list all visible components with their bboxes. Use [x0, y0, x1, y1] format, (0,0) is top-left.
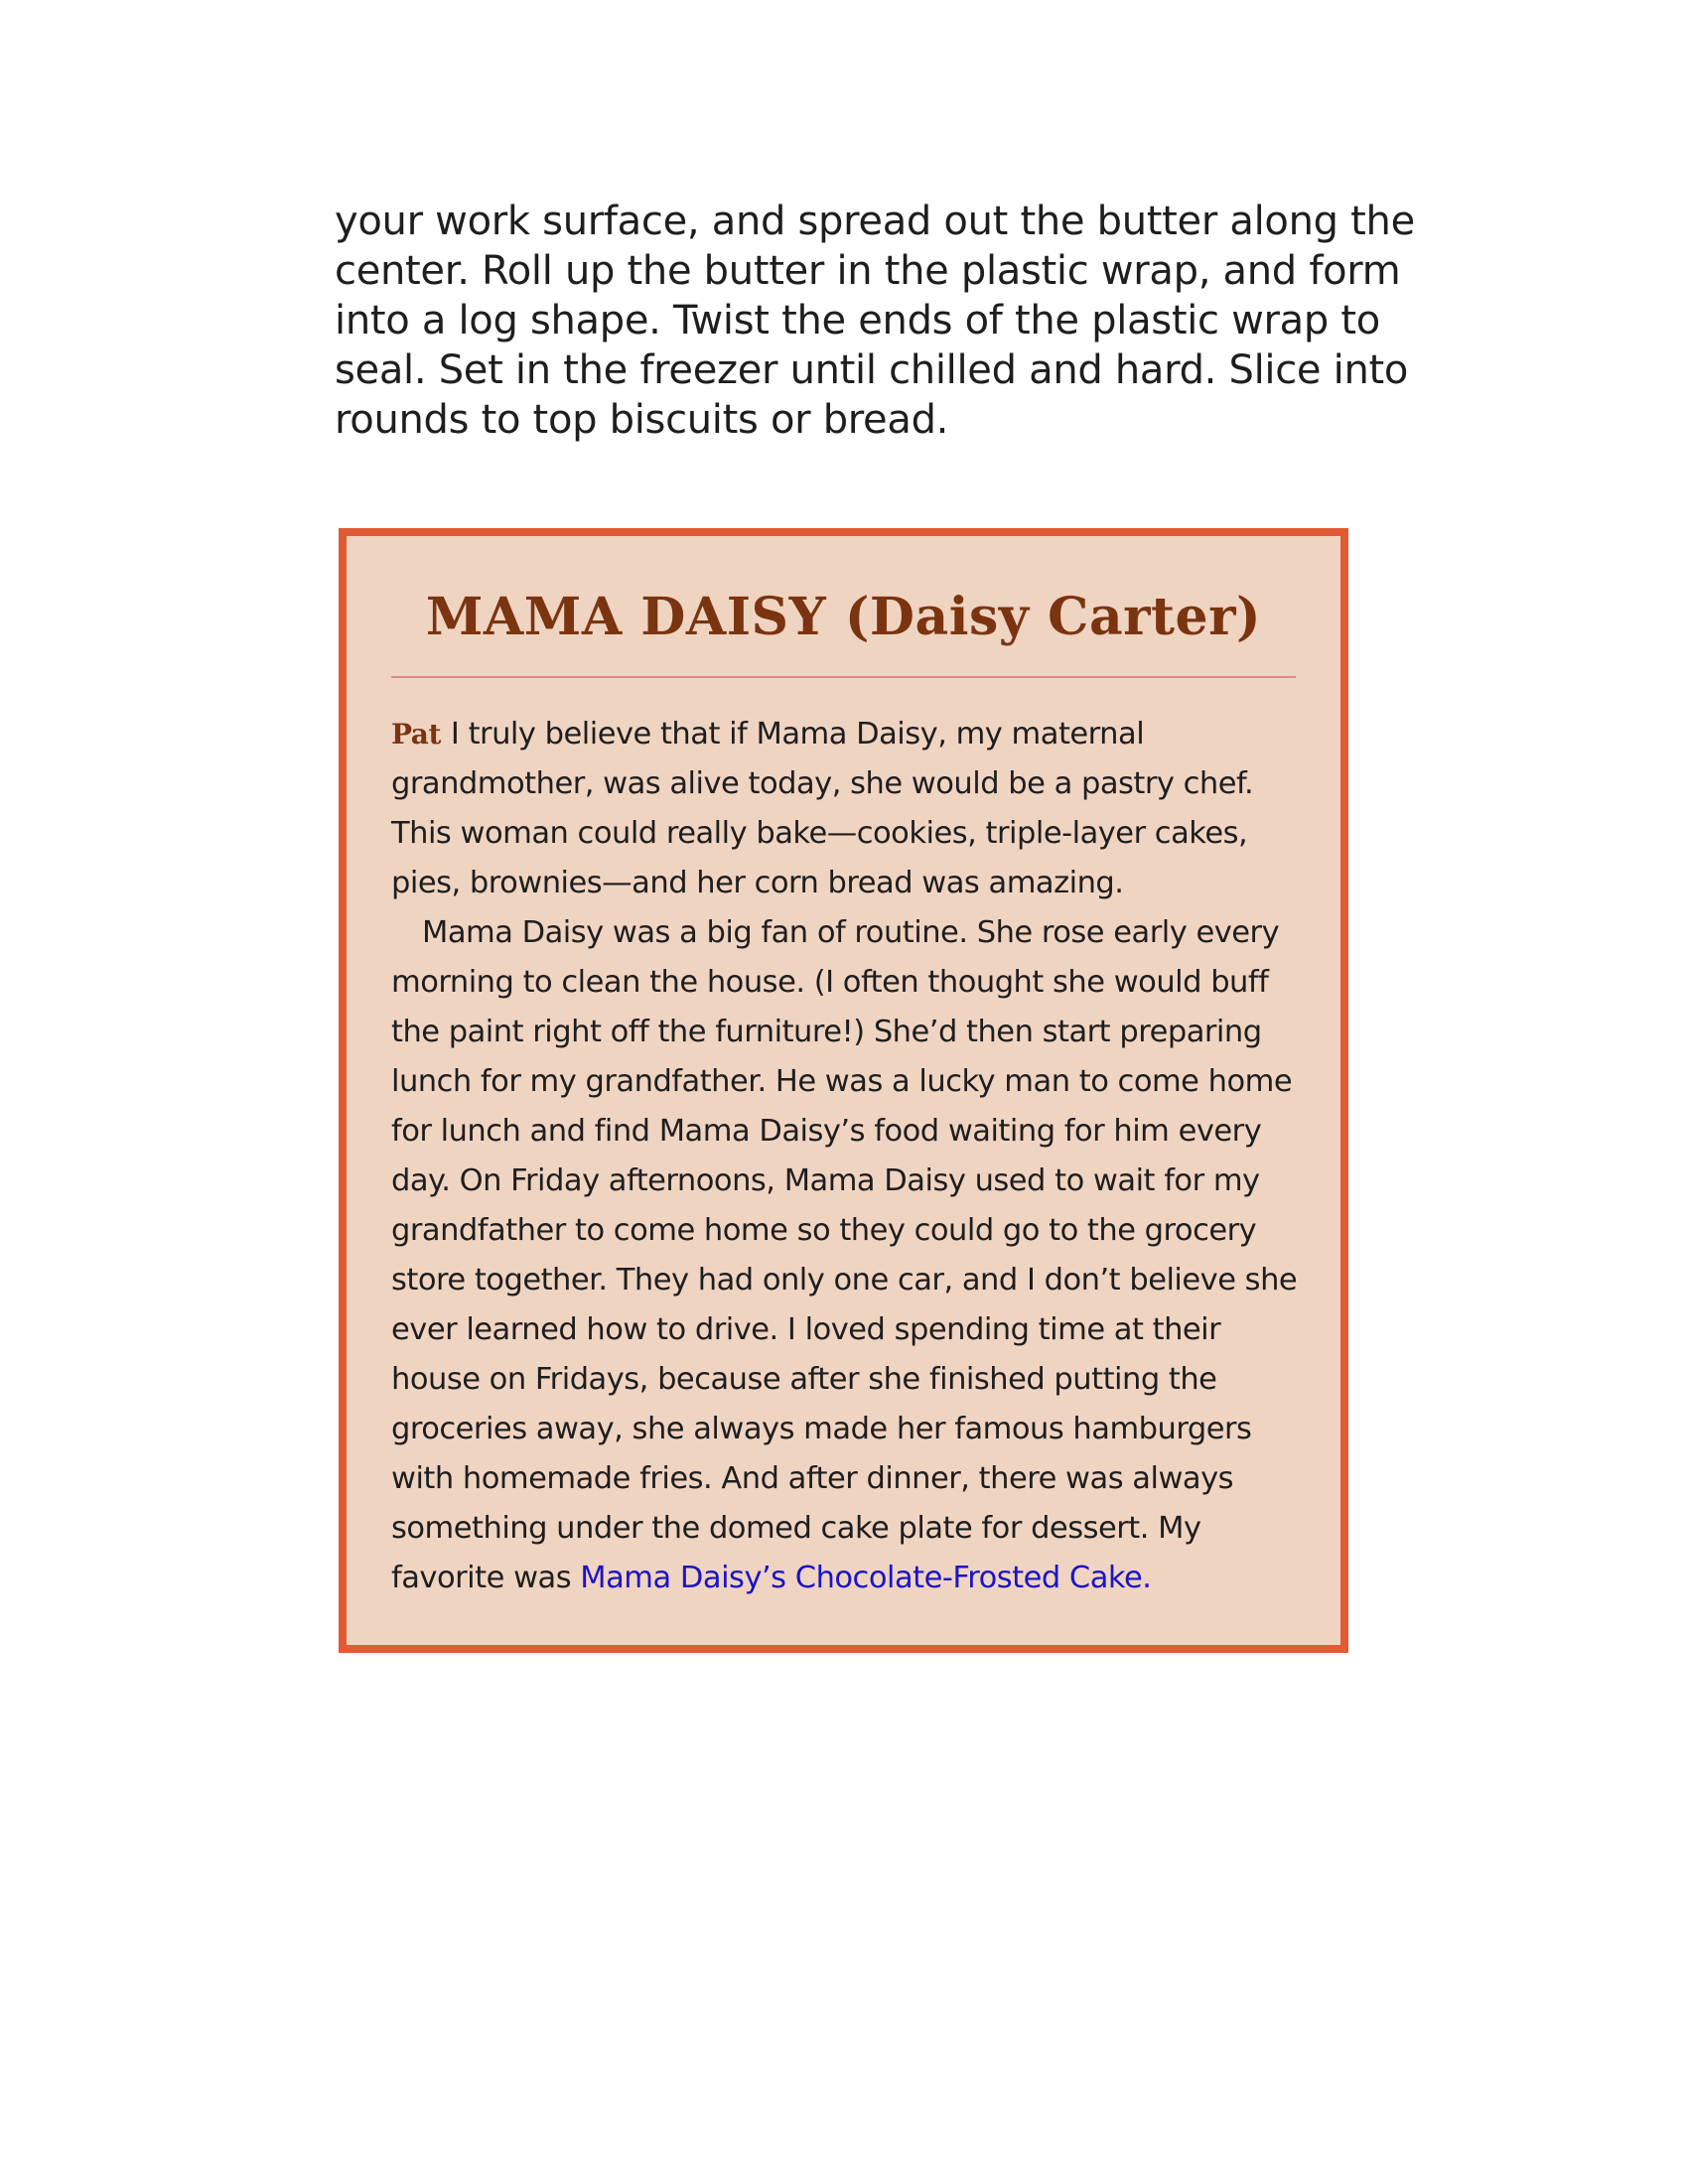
sidebar-body: [391, 710, 1301, 1603]
paragraph-2-text: Mama Daisy was a big fan of routine. She rose early every morning to clean the house. (I often thought she would buff the paint right off the furniture!) She’d then start preparing lunch for my grandfather. He was a lucky man to come home for lunch and find Mama Daisy’s food waiting for him every day. On Friday afternoons, Mama Daisy used to wait for my grandfather to come home so they could go to the grocery store together. They had only one car, and I don’t believe she ever learned how to drive. I loved spending time at their house on Fridays, because after she finished putting the groceries away, she always made her famous hamburgers with homemade fries. And after dinner, there was always something under the domed cake plate for dessert. My favorite was: [391, 915, 1298, 1595]
recipe-link[interactable]: Mama Daisy’s Chocolate-Frosted Cake: [580, 1561, 1143, 1595]
link-period: .: [1142, 1561, 1152, 1595]
sidebar-box: [339, 528, 1348, 1653]
paragraph-1-text: I truly believe that if Mama Daisy, my maternal grandmother, was alive today, she would be a pastry chef. This woman could really bake—cookies, triple-layer cakes, pies, brownies—and her corn bread was amazing.: [391, 717, 1254, 900]
speaker-name: Pat: [391, 718, 441, 751]
sidebar-title: MAMA DAISY (Daisy Carter): [425, 587, 1262, 647]
sidebar-paragraph-2: [391, 908, 1301, 1603]
sidebar-paragraph-1: [391, 710, 1301, 908]
title-divider: [391, 676, 1296, 678]
intro-paragraph: your work surface, and spread out the butter along the center. Roll up the butter in the plastic wrap, and form into a log shape. Twist the ends of the plastic wrap to seal. Set in the freezer until chilled and hard. Slice into rounds to top biscuits or bread.: [335, 199, 1415, 443]
